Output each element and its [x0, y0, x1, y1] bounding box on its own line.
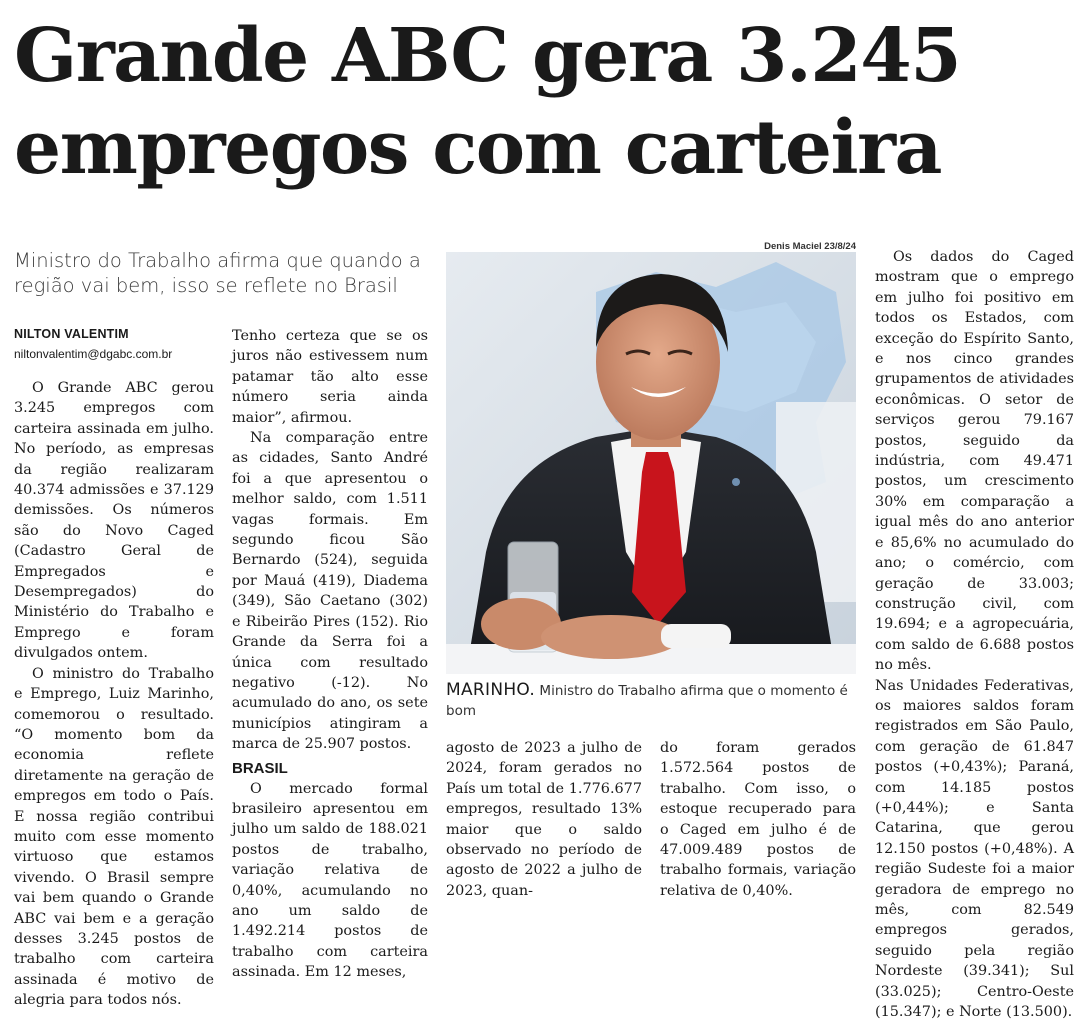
- column-3: [446, 738, 642, 901]
- column-4: [660, 738, 856, 901]
- author-name: NILTON VALENTIM: [14, 327, 129, 341]
- subheadline: Ministro do Trabalho afirma que quando a região vai bem, isso se reflete no Brasil: [14, 249, 421, 297]
- column-2: [232, 326, 428, 983]
- paragraph: Tenho certeza que se os juros não estivessem num patamar tão alto esse número seria ainda maior”, afirmou.: [232, 328, 428, 426]
- paragraph: O Grande ABC gerou 3.245 empregos com carteira assinada em julho. No período, as empresas da região realizaram 40.374 admissões e 37.129 demissões. Os números são do Novo Caged (Cadastro Geral de Empregados e Desempregados) do Ministério do Trabalho e Emprego e foram divulgados ontem.: [14, 380, 214, 662]
- paragraph: Nas Unidades Federativas, os maiores saldos foram registrados em São Paulo, com geração de 61.847 postos (+0,43%); Paraná, com 14.185 postos (+0,44%); e Santa Catarina, que gerou 12.150 postos (+0,48%). A região Sudeste foi a maior geradora de emprego no mês, com 82.549 empregos gerados, seguido pela região Nordeste (39.341); Sul (33.025); Centro-Oeste (15.347); e Norte (13.500).: [875, 677, 1074, 1021]
- headline-line-1: Grande ABC gera 3.245: [14, 13, 961, 99]
- paragraph: O ministro do Trabalho e Emprego, Luiz Marinho, comemorou o resultado. “O momento bom da economia reflete diretamente na geração de empregos em todo o País. E nossa região contribui muito com esse momento virtuoso que estamos vivendo. O Brasil sempre vai bem quando o Grande ABC vai bem e a geração desses 3.245 postos de trabalho com carteira assinada é motivo de alegria para todos nós.: [14, 665, 214, 1009]
- photo-illustration: [446, 252, 856, 674]
- paragraph: do foram gerados 1.572.564 postos de trabalho. Com isso, o estoque recuperado para o Caged em julho é de 47.009.489 postos de trabalho formais, variação relativa de 0,40%.: [660, 740, 856, 899]
- caption-lead: MARINHO.: [446, 680, 536, 700]
- caption-text: Ministro do Trabalho afirma que o momento é bom: [446, 683, 848, 719]
- column-1: [14, 378, 214, 1011]
- column-5: [875, 247, 1074, 1022]
- headline-line-2: empregos com carteira: [14, 105, 941, 191]
- headline: [14, 10, 1074, 194]
- author-email[interactable]: niltonvalentim@dgabc.com.br: [14, 347, 173, 361]
- byline: [14, 327, 224, 361]
- section-heading: BRASIL: [232, 759, 288, 777]
- paragraph: Na comparação entre as cidades, Santo André foi a que apresentou o melhor saldo, com 1.511 vagas formais. Em segundo ficou São Bernardo (524), seguida por Mauá (419), Diadema (349), São Caetano (302) e Ribeirão Pires (152). Rio Grande da Serra foi a única com resultado negativo (-12). No acumulado do ano, os sete municípios atingiram a marca de 25.907 postos.: [232, 430, 428, 753]
- photo-credit: Denis Maciel 23/8/24: [764, 241, 856, 252]
- paragraph: Os dados do Caged mostram que o emprego em julho foi positivo em todos os Estados, com exceção do Espírito Santo, e nos cinco grandes grupamentos de atividades econômicas. O setor de serviços gerou 79.167 postos, seguido da indústria, com 49.471 postos, um crescimento 30% em comparação a igual mês do ano anterior e 85,6% no acumulado do ano; o comércio, com geração de 33.003; construção civil, com 19.694; e a agropecuária, com saldo de 6.688 postos no mês.: [875, 249, 1074, 674]
- photo-caption: [446, 680, 866, 721]
- paragraph: agosto de 2023 a julho de 2024, foram gerados no País um total de 1.776.677 empregos, resultado 13% maior que o saldo observado no período de agosto de 2022 a julho de 2023, quan-: [446, 740, 642, 899]
- paragraph: O mercado formal brasileiro apresentou em julho um saldo de 188.021 postos de trabalho, variação relativa de 0,40%, acumulando no ano um saldo de 1.492.214 postos de trabalho com carteira assinada. Em 12 meses,: [232, 780, 428, 981]
- photo-marinho: [446, 252, 856, 674]
